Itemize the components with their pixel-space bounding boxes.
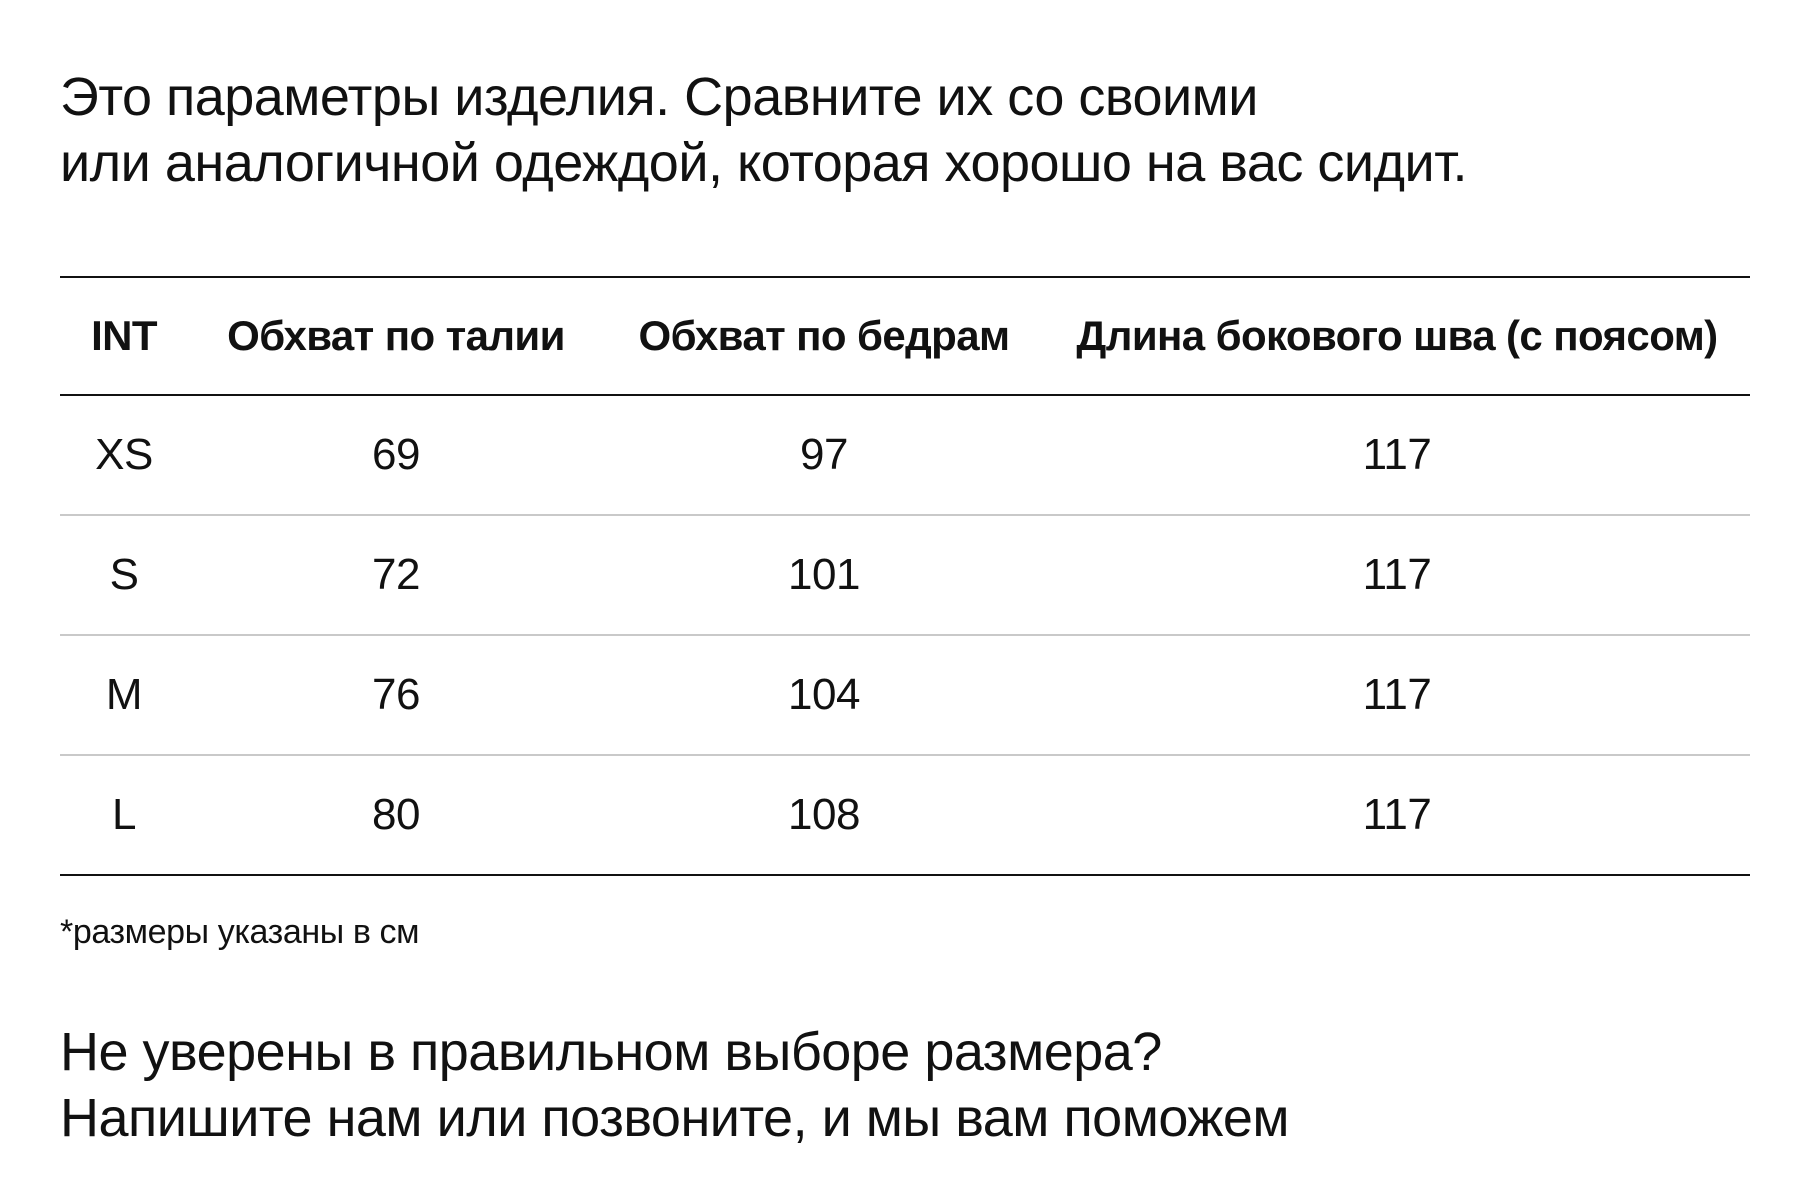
cell-size: M: [105, 670, 143, 719]
header-hips: Обхват по бедрам: [638, 312, 1010, 359]
cell-size: L: [112, 790, 136, 839]
header-side-seam: Длина бокового шва (с поясом): [1076, 312, 1718, 359]
cell-side-seam: 117: [1362, 790, 1432, 839]
cell-side-seam: 117: [1362, 670, 1432, 719]
table-row: [60, 515, 1750, 635]
table-row: [60, 755, 1750, 875]
cell-hips: 101: [788, 550, 860, 599]
header-int: INT: [91, 312, 157, 359]
cell-size: XS: [95, 430, 153, 479]
intro-text: [60, 64, 1740, 196]
help-line-2: Напишите нам или позвоните, и мы вам поможем: [60, 1088, 1290, 1148]
table-header-row: [60, 277, 1750, 395]
size-table: [60, 276, 1750, 876]
cell-size: S: [109, 550, 139, 599]
cell-hips: 104: [788, 670, 860, 719]
header-waist: Обхват по талии: [227, 312, 565, 359]
table-row: [60, 635, 1750, 755]
cell-hips: 108: [788, 790, 860, 839]
cell-waist: 80: [372, 790, 420, 839]
intro-line-1: Это параметры изделия. Сравните их со своими: [60, 67, 1258, 127]
cell-waist: 72: [372, 550, 420, 599]
cell-side-seam: 117: [1362, 550, 1432, 599]
help-text: [60, 1019, 1740, 1151]
cell-waist: 69: [372, 430, 420, 479]
cell-side-seam: 117: [1362, 430, 1432, 479]
cell-hips: 97: [800, 430, 848, 479]
units-note: *размеры указаны в см: [60, 913, 420, 951]
cell-waist: 76: [372, 670, 420, 719]
help-line-1: Не уверены в правильном выборе размера?: [60, 1022, 1162, 1082]
intro-line-2: или аналогичной одеждой, которая хорошо на вас сидит.: [60, 133, 1467, 193]
table-row: [60, 395, 1750, 515]
